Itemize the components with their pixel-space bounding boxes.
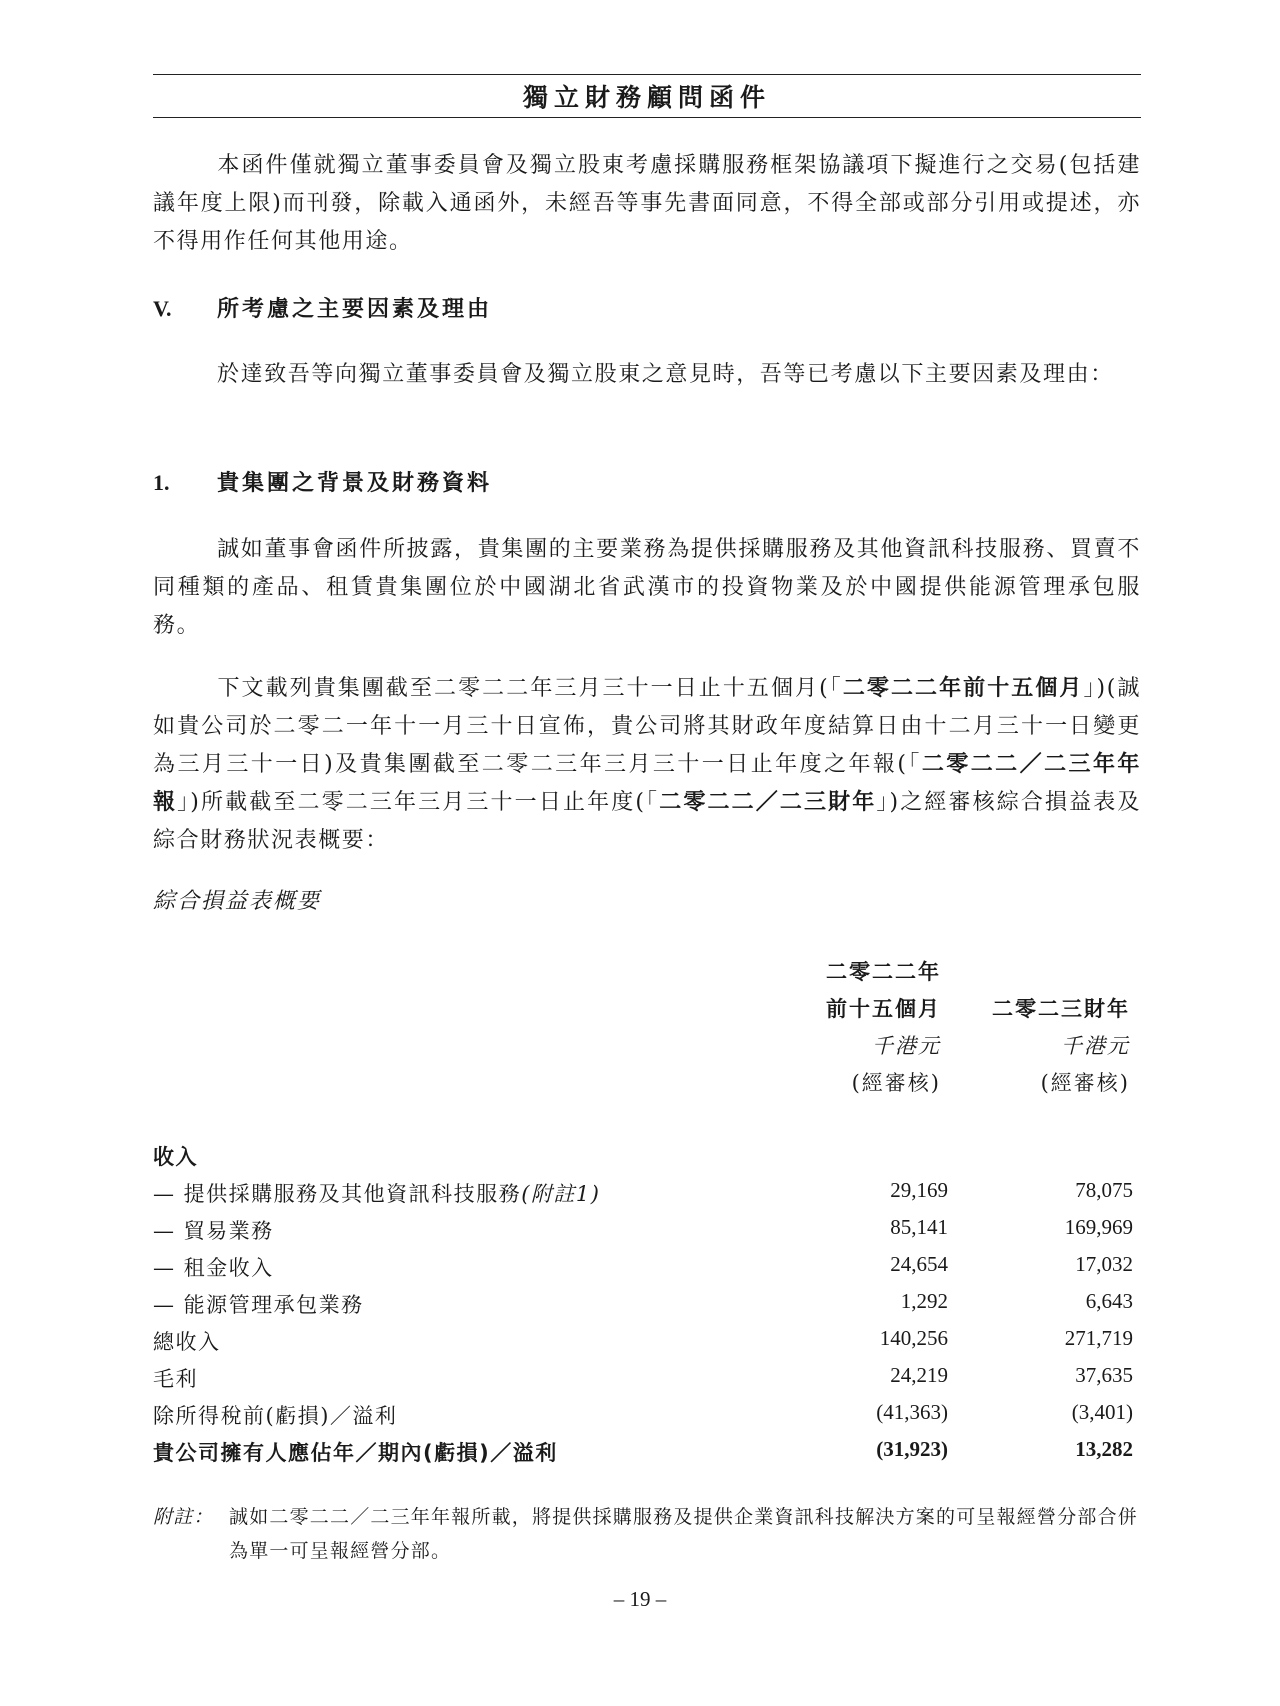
section-v-paragraph <box>153 356 1141 394</box>
section-1-paragraph-2 <box>153 670 1141 860</box>
row-label: — 能源管理承包業務 <box>153 1293 364 1317</box>
section-1-number: 1. <box>153 470 170 495</box>
table-row <box>153 1178 1141 1214</box>
para2-defined-term-1: 二零二二年前十五個月 <box>842 676 1084 701</box>
header-rule-top <box>153 74 1141 75</box>
footnote <box>153 1500 1141 1568</box>
row-value-col2: 37,635 <box>1075 1363 1133 1387</box>
intro-paragraph <box>153 147 1141 261</box>
page-header-title: 獨立財務顧問函件 <box>522 83 771 112</box>
row-label-text: — 提供採購服務及其他資訊科技服務 <box>153 1182 522 1206</box>
para2-part-2: 」)(誠如貴公司於二零二一年十一月三十日宣佈，貴公司將其財政年度結算日由十二月三十一日變更為三月三十一日)及貴集團截至二零二三年三月三十一日止年度之年報(「 <box>153 676 1141 777</box>
row-label: — 租金收入 <box>153 1256 274 1280</box>
col2-unit: 千港元 <box>1061 1034 1130 1058</box>
row-label: 總收入 <box>153 1330 221 1354</box>
col2-audit: (經審核) <box>1040 1071 1130 1095</box>
row-value-col1: 29,169 <box>890 1178 948 1202</box>
section-v-text: 於達致吾等向獨立董事委員會及獨立股東之意見時，吾等已考慮以下主要因素及理由： <box>217 362 1114 387</box>
section-v-heading <box>153 292 492 323</box>
section-v-number: V. <box>153 296 172 321</box>
row-value-col1: 24,654 <box>890 1252 948 1276</box>
section-v-title: 所考慮之主要因素及理由 <box>217 297 493 322</box>
row-value-col2: 6,643 <box>1085 1289 1133 1313</box>
page-number: – 19 – <box>613 1587 667 1611</box>
intro-text: 本函件僅就獨立董事委員會及獨立股東考慮採購服務框架協議項下擬進行之交易(包括建議年度上限)而刊發，除載入通函外，未經吾等事先書面同意，不得全部或部分引用或提述，亦不得用作任何其他用途。 <box>153 153 1141 254</box>
para2-part-1: 下文載列貴集團截至二零二二年三月三十一日止十五個月(「 <box>217 676 843 701</box>
section-1-paragraph-1 <box>153 531 1141 645</box>
table-row <box>153 1400 1141 1436</box>
row-label: — 貿易業務 <box>153 1219 274 1243</box>
row-label <box>153 1178 600 1208</box>
table-row <box>153 1437 1141 1473</box>
row-value-col2: 17,032 <box>1075 1252 1133 1276</box>
section-1-para1-text: 誠如董事會函件所披露，貴集團的主要業務為提供採購服務及其他資訊科技服務、買賣不同種類的產品、租賃貴集團位於中國湖北省武漢市的投資物業及於中國提供能源管理承包服務。 <box>153 537 1141 638</box>
row-value-col1: 140,256 <box>879 1326 948 1350</box>
table-row <box>153 1215 1141 1251</box>
section-1-heading <box>153 466 492 497</box>
table-row <box>153 1326 1141 1362</box>
row-value-col1: (31,923) <box>876 1437 948 1461</box>
table-title: 綜合損益表概要 <box>153 889 322 914</box>
row-label: 毛利 <box>153 1367 198 1391</box>
row-value-col2: 169,969 <box>1064 1215 1133 1239</box>
col1-unit: 千港元 <box>872 1034 941 1058</box>
table-row <box>153 1363 1141 1399</box>
para2-defined-term-2: 二零二二／二三年年報 <box>153 752 1142 815</box>
row-value-col2: 271,719 <box>1064 1326 1133 1350</box>
row-value-col2: 13,282 <box>1075 1437 1133 1461</box>
para2-part-3: 」)所載截至二零二三年三月三十一日止年度(「 <box>177 790 660 815</box>
row-value-col1: (41,363) <box>876 1400 948 1424</box>
row-value-col1: 1,292 <box>900 1289 948 1313</box>
row-label: 貴公司擁有人應佔年／期內(虧損)／溢利 <box>153 1441 558 1465</box>
para2-defined-term-3: 二零二二／二三財年 <box>659 790 877 815</box>
footnote-text: 誠如二零二二／二三年年報所載，將提供採購服務及提供企業資訊科技解決方案的可呈報經營分部合併為單一可呈報經營分部。 <box>229 1506 1139 1562</box>
header-rule-bottom <box>153 117 1141 118</box>
row-value-col2: 78,075 <box>1075 1178 1133 1202</box>
col1-header-line2: 前十五個月 <box>826 997 941 1021</box>
row-value-col1: 85,141 <box>890 1215 948 1239</box>
table-row <box>153 1252 1141 1288</box>
col1-audit: (經審核) <box>851 1071 941 1095</box>
table-row <box>153 1141 1141 1177</box>
para2-part-4: 」)之經審核綜合損益表及綜合財務狀況表概要： <box>153 790 1141 853</box>
row-label-revenue: 收入 <box>153 1145 198 1169</box>
col1-header-line1: 二零二二年 <box>826 960 941 984</box>
row-note-ref: (附註1) <box>521 1182 601 1206</box>
table-row <box>153 1289 1141 1325</box>
footnote-label: 附註： <box>153 1506 214 1528</box>
row-label: 除所得稅前(虧損)／溢利 <box>153 1404 398 1428</box>
row-value-col1: 24,219 <box>890 1363 948 1387</box>
section-1-title: 貴集團之背景及財務資料 <box>217 471 493 496</box>
row-value-col2: (3,401) <box>1071 1400 1133 1424</box>
col2-header-line2: 二零二三財年 <box>992 997 1130 1021</box>
